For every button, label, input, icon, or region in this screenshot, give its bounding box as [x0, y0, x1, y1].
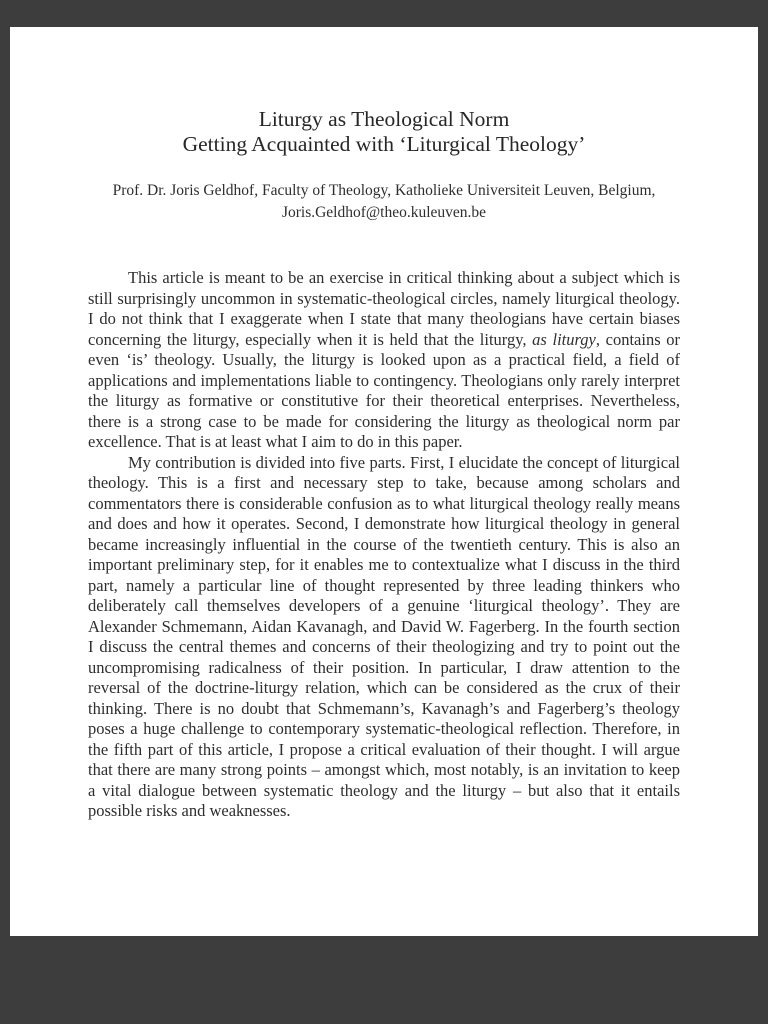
author-affiliation: Prof. Dr. Joris Geldhof, Faculty of Theology, Katholieke Universiteit Leuven, Belgium, — [112, 182, 656, 199]
document-title-line-1: Liturgy as Theological Norm — [258, 107, 510, 131]
body-text-run: My contribution is divided into five parts. First, I elucidate the concept of liturgical theology. This is a first and necessary step to take, because among scholars and commentators there is considerable confusion as to what liturgical theology really means and does and how it operates. Second, I demonstrate how liturgical theology in general became increasingly influential in the course of the twentieth century. This is also an important preliminary step, for it enables me to contextualize what I discuss in the third part, namely a particular line of thought represented by three leading thinkers who deliberately call themselves developers of a genuine ‘liturgical theology’. They are Alexander Schmemann, Aidan Kavanagh, and David W. Fagerberg. In the fourth section I discuss the central themes and concerns of their theologizing and try to point out the uncompromising radicalness of their position. In particular, I draw attention to the reversal of the doctrine-liturgy relation, which can be considered as the crux of their thinking. There is no doubt that Schmemann’s, Kavanagh’s and Fagerberg’s theology poses a huge challenge to contemporary systematic-theological reflection. Therefore, in the fifth part of this article, I propose a critical evaluation of their thought. I will argue that there are many strong points – amongst which, most notably, is an invitation to keep a vital dialogue between systematic theology and the liturgy – but also that it entails possible risks and weaknesses. — [88, 452, 680, 820]
author-byline — [88, 180, 680, 223]
document-title-line-2: Getting Acquainted with ‘Liturgical Theology’ — [182, 131, 586, 156]
document-title — [88, 107, 680, 156]
document-header — [88, 27, 680, 223]
page-content — [88, 27, 680, 822]
body-text-run: This article is meant to be an exercise in critical thinking about a subject which is still surprisingly uncommon in systematic-theological circles, namely liturgical theology. I do not think that I exaggerate when I state that many theologians have certain biases concerning the liturgy, especially when it is held that the liturgy, — [88, 268, 680, 349]
document-page — [10, 27, 758, 936]
document-body — [88, 268, 680, 822]
body-text-run-italic: as liturgy — [532, 329, 596, 349]
body-paragraph — [88, 268, 680, 453]
body-paragraph — [88, 453, 680, 822]
author-email: Joris.Geldhof@theo.kuleuven.be — [281, 203, 487, 221]
body-text-run: , contains or even ‘is’ theology. Usually, the liturgy is looked upon as a practical field, a field of applications and implementations liable to contingency. Theologians only rarely interpret the liturgy as formative or constitutive for their theoretical enterprises. Nevertheless, there is a strong case to be made for considering the liturgy as theological norm par excellence. That is at least what I aim to do in this paper. — [88, 329, 681, 451]
